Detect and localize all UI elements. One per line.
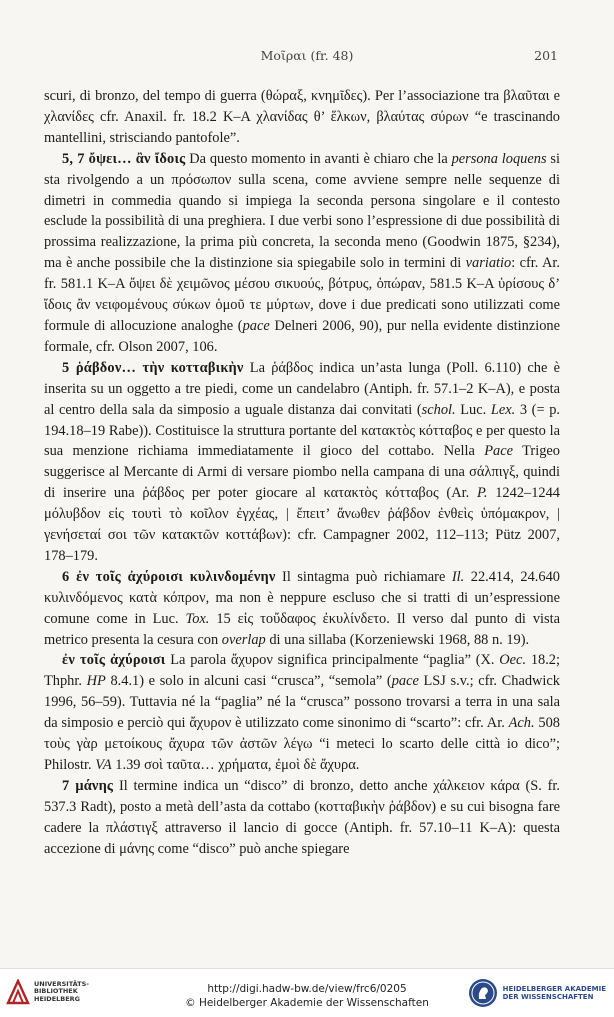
lemma: 7 μάνης xyxy=(62,777,114,794)
page-number: 201 xyxy=(534,48,558,63)
hadw-logo-text: HEIDELBERGER AKADEMIE DER WISSENSCHAFTEN xyxy=(502,984,606,1001)
ub-logo-text: UNIVERSITÄTS- BIBLIOTHEK HEIDELBERG xyxy=(34,980,89,1003)
hadw-logo[interactable] xyxy=(468,978,606,1008)
permalink-url[interactable]: http://digi.hadw-bw.de/view/frc6/0205 xyxy=(207,983,407,995)
lemma: 5 ῥάβδον… τὴν κοτταβικὴν xyxy=(62,359,244,376)
paragraph: 5 ῥάβδον… τὴν κοτταβικὴν La ῥάβδος indica un’asta lunga (Poll. 6.110) che è inserita su un oggetto a tre piedi, come un candelabro (Antiph. fr. 57.1–2 K–A), e posta al centro della sala da simposio a uguale distanza dai convitati (schol. Luc. Lex. 3 (= p. 194.18–19 Rabe)). Costituisce la struttura portante del κατακτὸς κότταβος e per questo la sua menzione richiama immediatamente il gioco del cottabo. Nella Pace Trigeo suggerisce al Mercante di Armi di versare piombo nella campana di una σάλπιγξ, quindi di inserire una ῥάβδος per poter giocare al κατακτὸς κότταβος (Ar. P. 1242–1244 μόλυβδον εἰς τουτὶ τὸ κοῖλον ἐγχέας, | ἔπειτ’ ἄνωθεν ῥάβδον ἐνθεὶς ὑπόμακρον, | γενήσεταί σοι τῶν κατακτῶν κοττάβων): cfr. Campagner 2002, 112–113; Pütz 2007, 178–179. xyxy=(44,359,560,564)
ub-heidelberg-logo[interactable] xyxy=(6,979,89,1005)
commentary-text xyxy=(44,86,560,860)
footer-center xyxy=(150,982,464,1010)
copyright-notice: © Heidelberger Akademie der Wissenschaften xyxy=(185,997,429,1009)
lemma: ἐν τοῖς ἀχύροισι xyxy=(62,652,166,669)
paragraph: 5, 7 ὄψει… ἂν ἴδοις Da questo momento in avanti è chiaro che la persona loquens si sta rivolgendo a un πρόσωπον sulla scena, come avviene sempre nelle sequenze di dimetri in commedia quando si impiega la seconda persona singolare e il contesto esclude la possibilità di una preghiera. I due verbi sono l’espressione di due possibilità di prossima realizzazione, la prima più concreta, la seconda meno (Goodwin 1875, §234), ma è anche possibile che la distinzione sia spiegabile solo in termini di variatio: cfr. Ar. fr. 581.1 K–A ὄψει δὲ χειμῶνος μέσου σικυούς, βότρυς, ὀπώραν, 581.5 K–A ὑρίσους δ’ ἴδοις ἂν νειφομένους σύκων ὁμοῦ τε μύρτων, dove i due predicati sono utilizzati come formule di allocuzione analoghe (pace Delneri 2006, 90), pur nella evidente distinzione formale, cfr. Olson 2007, 106. xyxy=(44,150,560,355)
lemma: 6 ἐν τοῖς ἀχύροισι κυλινδομένην xyxy=(62,568,276,585)
academy-seal-icon xyxy=(468,978,498,1008)
viewer-footer xyxy=(0,968,614,1017)
lemma: 5, 7 ὄψει… ἂν ἴδοις xyxy=(62,150,186,167)
ub-crest-icon xyxy=(6,979,30,1005)
paragraph: 6 ἐν τοῖς ἀχύροισι κυλινδομένην Il sintagma può richiamare Il. 22.414, 24.640 κυλινδόμενος κατὰ κόπρον, ma non è neppure escluso che si tratti di un’espressione comune come in Luc. Tox. 15 εἰς τοὔδαφος ἐκυλίνδετο. Il verso dal punto di vista metrico presenta la cesura con overlap di una sillaba (Korzeniewski 1968, 88 n. 19). xyxy=(44,568,560,648)
paragraph: scuri, di bronzo, del tempo di guerra (θώραξ, κνημῖδες). Per l’associazione tra βλαῦται e χλανίδες cfr. Anaxil. fr. 18.2 K–A χλανίδας θ’ ἕλκων, βλαύτας σύρων “e trascinando mantellini, strisciando pantofole”. xyxy=(44,88,560,146)
paragraph: 7 μάνης Il termine indica un “disco” di bronzo, detto anche χάλκειον κάρα (S. fr. 537.3 Radt), posto a metà dell’asta da cottabo (κοτταβικὴν ῥάβδον) e su cui bisogna fare cadere la πλάστιγξ attraverso il lancio di gocce (Antiph. fr. 57.10–11 K–A): questa accezione di μάνης come “disco” può anche spiegare xyxy=(44,777,560,857)
paragraph: ἐν τοῖς ἀχύροισι La parola ἄχυρον significa principalmente “paglia” (X. Oec. 18.2; Thphr. HP 8.4.1) e solo in alcuni casi “crusca”, “semola” (pace LSJ s.v.; cfr. Chadwick 1996, 56–59). Tuttavia né la “paglia” né la “crusca” possono trovarsi a terra in una sala da simposio e perciò qui ἄχυρον è utilizzato come sinonimo di “scarto”: cfr. Ar. Ach. 508 τοὺς γὰρ μετοίκους ἄχυρα τῶν ἀστῶν λέγω “i meteci lo scarto delle città io dico”; Philostr. VA 1.39 σοὶ ταῦτα… χρήματα, ἐμοὶ δὲ ἄχυρα. xyxy=(44,652,561,773)
running-title: Μοῖραι (fr. 48) xyxy=(260,48,354,63)
